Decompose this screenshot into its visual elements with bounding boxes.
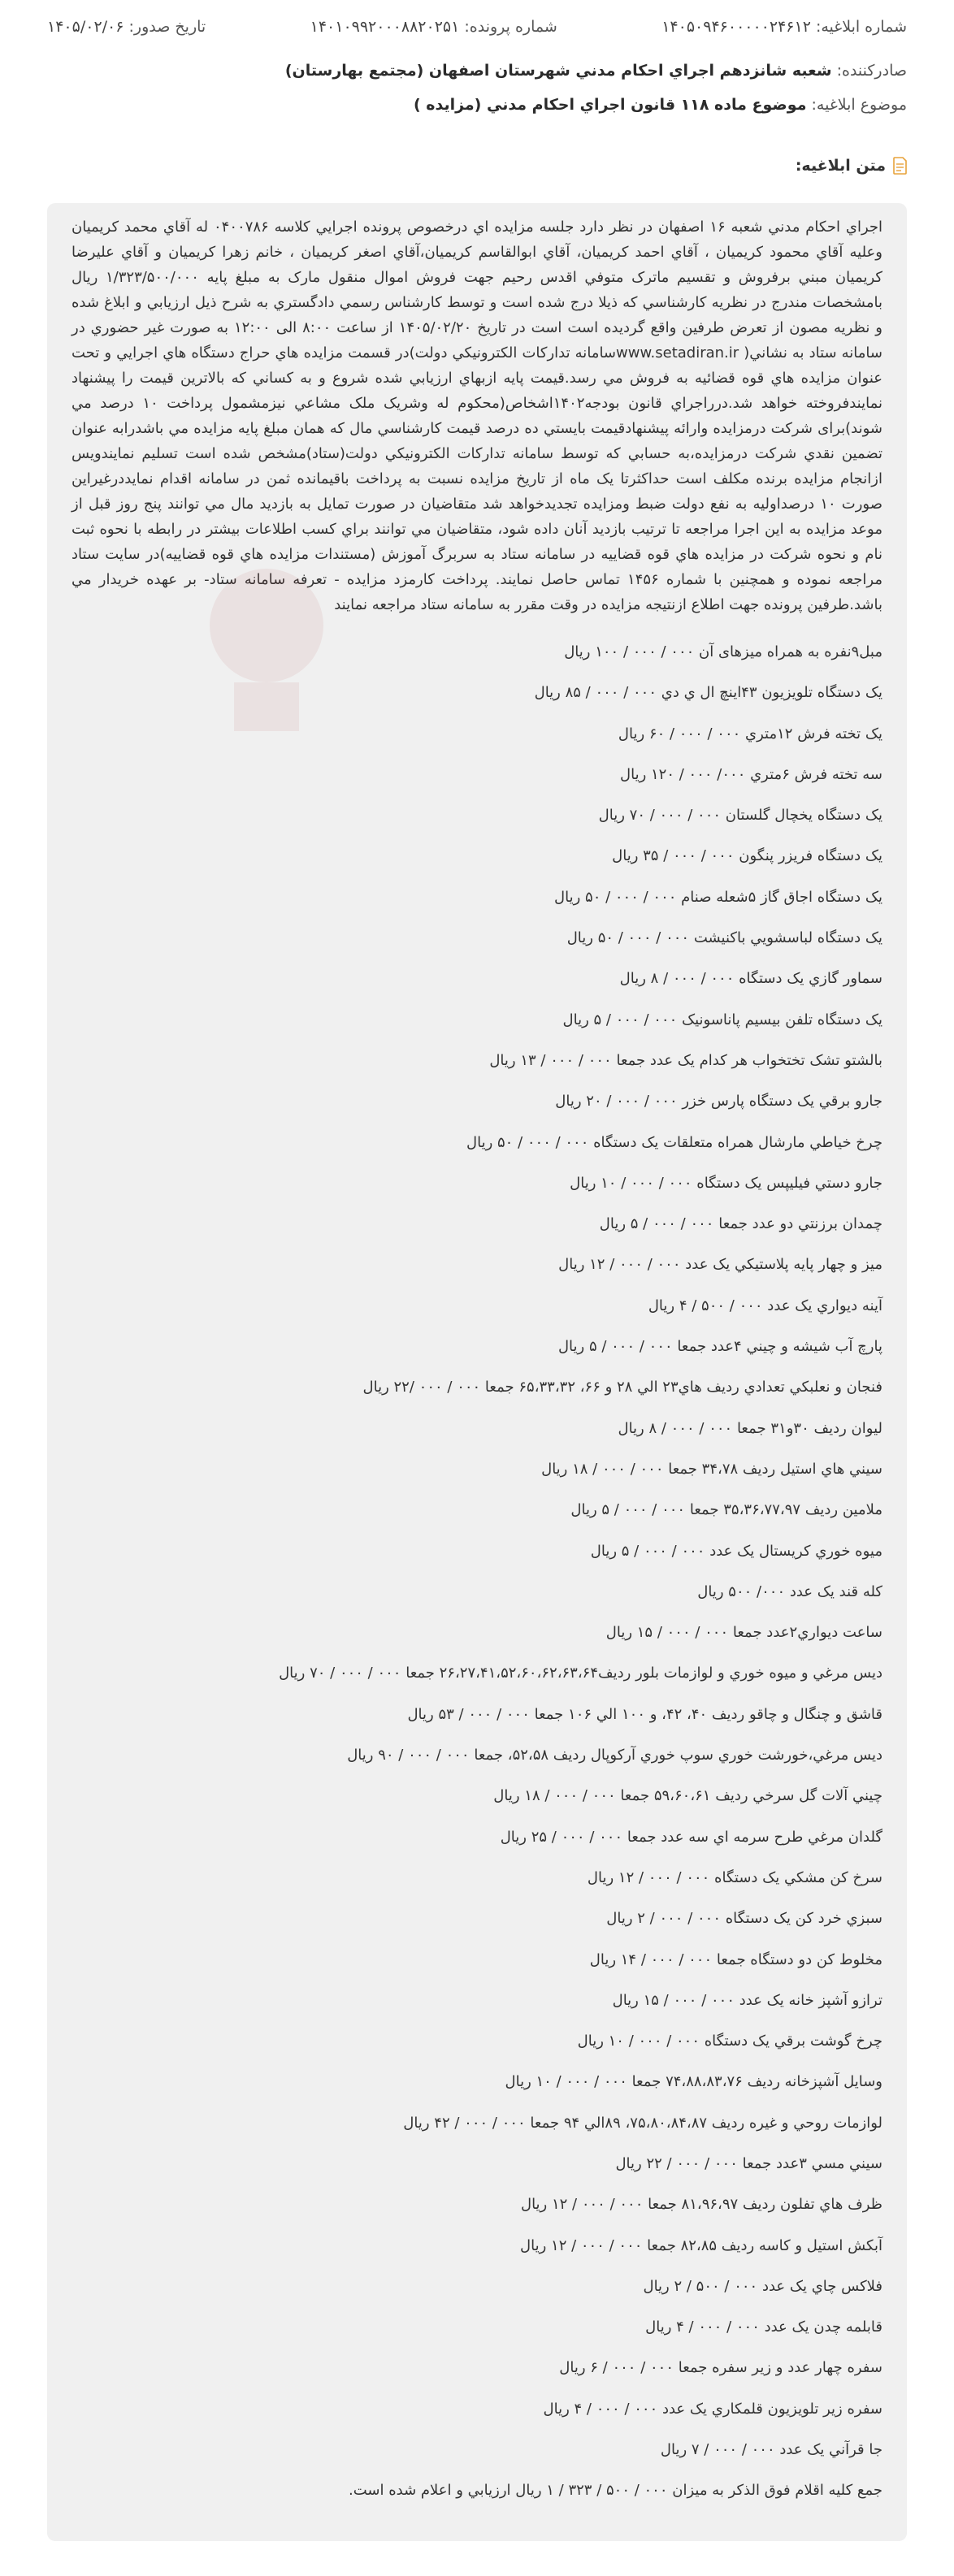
issue-date-field [47, 18, 206, 36]
notice-paragraph: اجراي احکام مدني شعبه ۱۶ اصفهان در نظر دارد جلسه مزايده اي درخصوص پرونده اجرايي کلاسه ۰۴۰۰۷۸۶ له آقاي محمد کريميان وعليه آقاي محمود کريميان ، آقاي احمد کريميان، آقاي ابوالقاسم کريميان،آقاي اصغر کريميان ، خانم زهرا کريميان و آقاي عليرضا کريميان مبني برفروش و تقسيم ماترک متوفي اقدس رحيم جهت فروش اموال منقول مارک به مبلغ پايه ۱/۳۲۳/۵۰۰/۰۰۰ ريال بامشخصات مندرج در نظريه کارشناسي که ذيلا درج شده است و توسط کارشناس رسمي دادگستري به شرح ذيل ارزيابي و ابلاغ شده و نظريه مصون از تعرض طرفين واقع گرديده است است در تاريخ ۱۴۰۵/۰۲/۲۰ از ساعت ۸:۰۰ الی ۱۲:۰۰ به صورت غير حضوري در سامانه ستاد به نشاني( www.setadiran.irسامانه تدارکات الکترونيکي دولت)در قسمت مزايده هاي حراج دستگاه هاي اجرايي و تحت عنوان مزايده هاي قوه قضائيه به فروش مي رسد.قيمت پايه ازبهاي ارزيابي شده شروع و به کساني که بالاترين قيمت را پيشنهاد نمايندفروخته خواهد شد.درراجراي قانون بودجه۱۴۰۲اشخاص(محکوم له وشريک ملک مشاعي نيزمشمول پرداخت ۱۰ درصد مي شوند)برای شرکت درمزايده وارائه پيشنهادقيمت بايستي ده درصد قيمت کارشناسي مال که همان مبلغ پايه مزايده مي باشدرابه عنوان تضمين نقدي شرکت درمزايده،به حسابي که توسط سامانه تدارکات الکترونيکي دولت(ستاد)مشخص شده است تسليم نمايندويس ازانجام مزايده برنده مکلف است حداکثرتا يک ماه از تاريخ مزايده نسبت به پرداخت باقيمانده ثمن در سامانه اقدام نمايددرغيراين صورت ۱۰ درصداوليه به نفع دولت ضبط ومزايده تجديدخواهد شد متقاضيان در صورت تمايل به بازديد مال مي توانند پنج روز قبل از موعد مزايده به اين اجرا مراجعه تا ترتيب بازديد آنان داده شود، متقاضيان مي توانند براي کسب اطلاعات بيشتر در رابطه با نحوه ثبت نام و نحوه شرکت در مزايده هاي قوه قضاييه در سامانه ستاد به سربرگ آموزش (مستندات مزايده هاي قوه قضاييه)در سايت ستاد مراجعه نموده و همچنين با شماره ۱۴۵۶ تماس حاصل نمايند. پرداخت کارمزد مزايده - تعرفه سامانه ستاد- بر عهده خريدار مي باشد.طرفين پرونده جهت اطلاع ازنتيجه مزايده در وقت مقرر به سامانه ستاد مراجعه نمايند [72, 219, 882, 613]
list-item: جا قرآني يک عدد ۰۰۰ / ۰۰۰ / ۷ ريال [660, 2441, 882, 2459]
issuer-value: شعبه شانزدهم اجراي احکام مدني شهرستان اصفهان (مجتمع بهارستان) [284, 62, 832, 80]
total-line: جمع کليه اقلام فوق الذکر به ميزان ۰۰۰ / ۵۰۰ / ۳۲۳ / ۱ ريال ارزيابي و اعلام شده است. [349, 2482, 882, 2500]
list-item: يک دستگاه لباسشويي باکنيشت ۰۰۰ / ۰۰۰ / ۵۰ ريال [566, 929, 882, 947]
list-item: ظرف هاي تفلون رديف ۸۱،۹۶،۹۷ جمعا ۰۰۰ / ۰۰۰ / ۱۲ ريال [520, 2196, 882, 2214]
document-icon [892, 157, 908, 175]
subject-value: موضوع ماده ۱۱۸ قانون اجراي احکام مدني (مزايده ) [413, 96, 807, 114]
list-item: يک دستگاه تلفن بيسيم پاناسونيک ۰۰۰ / ۰۰۰ / ۵ ريال [562, 1011, 882, 1028]
notice-text-heading [0, 149, 954, 182]
subject-row [0, 88, 954, 122]
list-item: بالشتو تشک تختخواب هر کدام يک عدد جمعا ۰۰۰ / ۰۰۰ / ۱۳ ريال [489, 1051, 882, 1069]
list-item: سماور گازي يک دستگاه ۰۰۰ / ۰۰۰ / ۸ ريال [619, 970, 882, 988]
list-item: چرخ گوشت برقي يک دستگاه ۰۰۰ / ۰۰۰ / ۱۰ ريال [577, 2033, 882, 2050]
list-item: سيني مسي ۳عدد جمعا ۰۰۰ / ۰۰۰ / ۲۲ ريال [615, 2154, 882, 2172]
list-item: سفره زير تلويزيون قلمکاري يک عدد ۰۰۰ / ۰۰۰ / ۴ ريال [543, 2400, 882, 2418]
list-item: ملامين رديف ۳۵،۳۶،۷۷،۹۷ جمعا ۰۰۰ / ۰۰۰ / ۵ ريال [570, 1501, 882, 1519]
list-item: مخلوط کن دو دستگاه جمعا ۰۰۰ / ۰۰۰ / ۱۴ ريال [589, 1950, 882, 1968]
notice-number-field [661, 18, 907, 36]
list-item: يک دستگاه فريزر پنگون ۰۰۰ / ۰۰۰ / ۳۵ ريال [612, 847, 882, 865]
list-item: سه تخته فرش ۶متري ۰۰۰/ ۰۰۰ / ۱۲۰ ريال [620, 765, 882, 783]
list-item: فنجان و نعلبکي تعدادي رديف هاي۲۳ الي ۲۸ و ۶۶، ۶۵،۳۳،۳۲ جمعا ۰۰۰ / ۰۰۰ /۲۲ ريال [362, 1379, 882, 1396]
list-item: پارچ آب شيشه و چيني ۴عدد جمعا ۰۰۰ / ۰۰۰ / ۵ ريال [557, 1338, 882, 1356]
list-item: سبزي خرد کن يک دستگاه ۰۰۰ / ۰۰۰ / ۲ ريال [606, 1910, 882, 1928]
list-item: قاشق و چنگال و چاقو رديف ۴۰، ۴۲، و ۱۰۰ الي ۱۰۶ جمعا ۰۰۰ / ۰۰۰ / ۵۳ ريال [407, 1705, 882, 1723]
item-list [72, 632, 882, 2470]
case-number-value: ۱۴۰۱۰۹۹۲۰۰۰۸۸۲۰۲۵۱ [310, 18, 460, 36]
list-item: ديس مرغي،خورشت خوري سوپ خوري آرکوپال رديف ۵۲،۵۸، جمعا ۰۰۰ / ۰۰۰ / ۹۰ ريال [347, 1747, 882, 1764]
list-item: سرخ کن مشکي يک دستگاه ۰۰۰ / ۰۰۰ / ۱۲ ريال [587, 1868, 882, 1886]
list-item: يک دستگاه تلويزيون ۴۳اينچ ال ي دي ۰۰۰ / ۰۰۰ / ۸۵ ريال [534, 684, 882, 702]
list-item: يک دستگاه يخچال گلستان ۰۰۰ / ۰۰۰ / ۷۰ ريال [598, 807, 882, 825]
issuer-row [0, 54, 954, 88]
list-item: آينه ديواري يک عدد ۰۰۰ / ۵۰۰ / ۴ ريال [648, 1297, 882, 1314]
list-item: وسايل آشپزخانه رديف ۷۴،۸۸،۸۳،۷۶ جمعا ۰۰۰ / ۰۰۰ / ۱۰ ريال [505, 2073, 882, 2091]
list-item: ديس مرغي و ميوه خوري و لوازمات بلور رديف۲۶،۲۷،۴۱،۵۲،۶۰،۶۲،۶۳،۶۴ جمعا ۰۰۰ / ۰۰۰ / ۷۰ ريال [279, 1665, 882, 1682]
list-item: يک دستگاه اجاق گاز ۵شعله صنام ۰۰۰ / ۰۰۰ / ۵۰ ريال [554, 888, 882, 906]
list-item: سيني هاي استيل رديف ۳۴،۷۸ جمعا ۰۰۰ / ۰۰۰ / ۱۸ ريال [541, 1460, 882, 1478]
list-item: مبل۹نفره به همراه ميزهای آن ۰۰۰ / ۰۰۰ / ۱۰۰ ريال [564, 643, 882, 660]
case-number-label: شماره پرونده: [464, 18, 557, 36]
subject-label: موضوع ابلاغیه: [811, 96, 907, 114]
list-item: گلدان مرغي طرح سرمه اي سه عدد جمعا ۰۰۰ / ۰۰۰ / ۲۵ ريال [500, 1828, 882, 1846]
issue-date-label: تاریخ صدور: [128, 18, 206, 36]
notice-text-title: متن ابلاغیه: [795, 157, 886, 175]
notice-body [47, 203, 907, 2541]
issuer-label: صادرکننده: [836, 62, 907, 80]
list-item: کله قند يک عدد ۰۰۰/ ۵۰۰ ريال [697, 1582, 882, 1600]
case-number-field [310, 18, 557, 36]
list-item: جارو برقي يک دستگاه پارس خزر ۰۰۰ / ۰۰۰ / ۲۰ ريال [555, 1093, 882, 1110]
list-item: فلاکس چاي يک عدد ۰۰۰ / ۵۰۰ / ۲ ريال [643, 2277, 882, 2295]
notice-header [0, 0, 954, 54]
list-item: ساعت ديواري۲عدد جمعا ۰۰۰ / ۰۰۰ / ۱۵ ريال [605, 1624, 882, 1642]
list-item: چيني آلات گل سرخي رديف ۵۹،۶۰،۶۱ جمعا ۰۰۰ / ۰۰۰ / ۱۸ ريال [493, 1787, 882, 1805]
list-item: ميوه خوري کريستال يک عدد ۰۰۰ / ۰۰۰ / ۵ ريال [590, 1542, 882, 1560]
notice-number-label: شماره ابلاغیه: [815, 18, 907, 36]
list-item: سفره چهار عدد و زير سفره جمعا ۰۰۰ / ۰۰۰ / ۶ ريال [559, 2359, 882, 2377]
list-item: ترازو آشپز خانه يک عدد ۰۰۰ / ۰۰۰ / ۱۵ ريال [612, 1991, 882, 2009]
issue-date-value: ۱۴۰۵/۰۲/۰۶ [47, 18, 124, 36]
list-item: چمدان برزنتي دو عدد جمعا ۰۰۰ / ۰۰۰ / ۵ ريال [599, 1215, 882, 1233]
list-item: جارو دستي فيليپس يک دستگاه ۰۰۰ / ۰۰۰ / ۱۰ ريال [570, 1174, 882, 1192]
list-item: يک تخته فرش ۱۲متري ۰۰۰ / ۰۰۰ / ۶۰ ريال [618, 725, 882, 742]
list-item: ليوان رديف ۳۰و۳۱ جمعا ۰۰۰ / ۰۰۰ / ۸ ريال [618, 1419, 882, 1437]
list-item: آبکش استيل و کاسه رديف ۸۲،۸۵ جمعا ۰۰۰ / ۰۰۰ / ۱۲ ريال [520, 2236, 882, 2254]
list-item: ميز و چهار پايه پلاستيکي يک عدد ۰۰۰ / ۰۰۰ / ۱۲ ريال [558, 1256, 882, 1274]
notice-number-value: ۱۴۰۵۰۹۴۶۰۰۰۰۰۲۴۶۱۲ [661, 18, 811, 36]
list-item: چرخ خياطي مارشال همراه متعلقات يک دستگاه ۰۰۰ / ۰۰۰ / ۵۰ ريال [466, 1133, 882, 1151]
list-item: قابلمه چدن يک عدد ۰۰۰ / ۰۰۰ / ۴ ريال [645, 2318, 882, 2336]
list-item: لوازمات روحي و غيره رديف ۷۵،۸۰،۸۴،۸۷، ۸۹الي ۹۴ جمعا ۰۰۰ / ۰۰۰ / ۴۲ ريال [403, 2114, 882, 2132]
